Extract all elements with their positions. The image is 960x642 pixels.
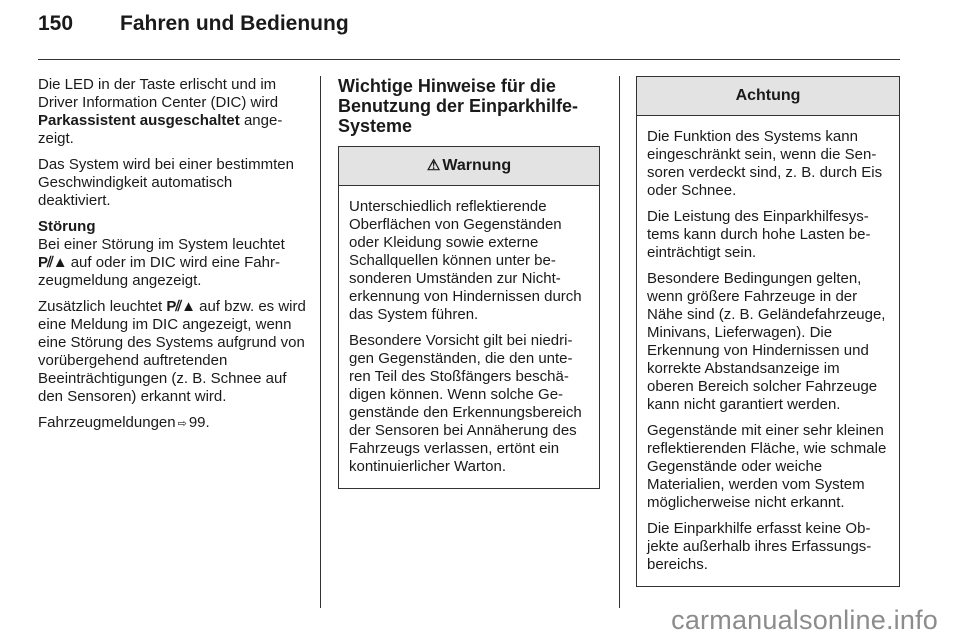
text: Bei einer Störung im System leuchtet — [38, 236, 285, 253]
column-middle — [338, 76, 600, 489]
chapter-title: Fahren und Bedienung — [120, 12, 349, 35]
park-assist-icon: P⫽▲ — [38, 254, 67, 271]
warning-triangle-icon: ⚠ — [426, 157, 441, 174]
reference-text: Fahrzeugmeldungen — [38, 414, 176, 431]
caution-box — [636, 76, 900, 587]
paragraph-auto-deactivate: Das System wird bei einer bestimmten Geschwindigkeit automatisch deaktiviert. — [38, 156, 294, 209]
reference-arrow-icon: ⇨ — [177, 418, 187, 430]
text: auf oder im DIC wird eine Fahrzeugmeldung angezeigt. — [38, 254, 280, 289]
warning-box — [338, 146, 600, 489]
caution-paragraph: Gegenstände mit einer sehr kleinen reflektierenden Fläche, wie schmale Gegenstände oder weiche Materialien, werden vom System möglicherweise nicht erkannt. — [647, 422, 887, 511]
page-header — [38, 12, 349, 52]
watermark: carmanualsonline.info — [671, 605, 938, 635]
caution-paragraph: Besondere Bedingungen gelten, wenn größere Fahrzeuge in der Nähe sind (z. B. Geländefahrzeuge, Minivans, Lieferwagen). Die Erkennung von Hindernissen und korrekte Abstandsanzeige im oberen Bereich solcher Fahrzeuge kann nicht garantiert werden. — [647, 270, 886, 413]
column-divider-2 — [619, 76, 620, 608]
reference-page: 99. — [188, 414, 210, 431]
paragraph-led-off — [38, 76, 306, 148]
caution-paragraph: Die Leistung des Einparkhilfesystems kann durch hohe Lasten beeinträchtigt sein. — [647, 208, 871, 261]
warning-body — [339, 186, 599, 488]
paragraph-additional — [38, 298, 306, 406]
park-assist-icon: P⫽▲ — [166, 298, 195, 315]
column-divider-1 — [320, 76, 321, 608]
warning-paragraph: Unterschiedlich reflektierende Oberflächen von Gegenständen oder Kleidung sowie externe Schallquellen können unter besonderen Umständen zur Nichterkennung von Hindernissen durch das System führen. — [349, 198, 582, 323]
column-left — [38, 76, 306, 441]
text: auf bzw. es wird eine Meldung im DIC angezeigt, wenn eine Störung des Systems aufgrund von vorübergehend auftretenden Beeinträchtigungen (z. B. Schnee auf den Sensoren) erkannt wird. — [38, 298, 306, 405]
warning-paragraph: Besondere Vorsicht gilt bei niedrigen Gegenständen, die den unteren Teil des Stoßfängers beschädigen können. Wenn solche Gegenstände den Erkennungsbereich der Sensoren bei Annäherung des Fahrzeugs verlassen, ertönt ein kontinuierlicher Warton. — [349, 332, 582, 475]
text: Die LED in der Taste erlischt und im Driver Information Center (DIC) wird — [38, 76, 279, 111]
bold-term: Parkassistent ausgeschaltet — [38, 112, 240, 129]
heading-stoerung: Störung — [38, 218, 96, 235]
section-title: Wichtige Hinweise für die Benutzung der Einparkhilfe-Systeme — [338, 76, 579, 136]
paragraph-fault — [38, 236, 306, 290]
caution-paragraph: Die Funktion des Systems kann eingeschränkt sein, wenn die Sensoren verdeckt sind, z. B. durch Eis oder Schnee. — [647, 128, 883, 199]
header-rule — [38, 59, 900, 60]
caution-paragraph: Die Einparkhilfe erfasst keine Objekte außerhalb ihres Erfassungsbereichs. — [647, 520, 872, 573]
page-number: 150 — [38, 12, 74, 35]
text: angezeigt. — [38, 112, 283, 147]
cross-reference[interactable] — [38, 414, 306, 433]
caution-body — [637, 116, 899, 586]
warning-header — [339, 147, 599, 186]
text: Zusätzlich leuchtet — [38, 298, 167, 315]
caution-header: Achtung — [637, 77, 899, 116]
column-right — [636, 76, 900, 587]
warning-label: Warnung — [442, 157, 512, 174]
